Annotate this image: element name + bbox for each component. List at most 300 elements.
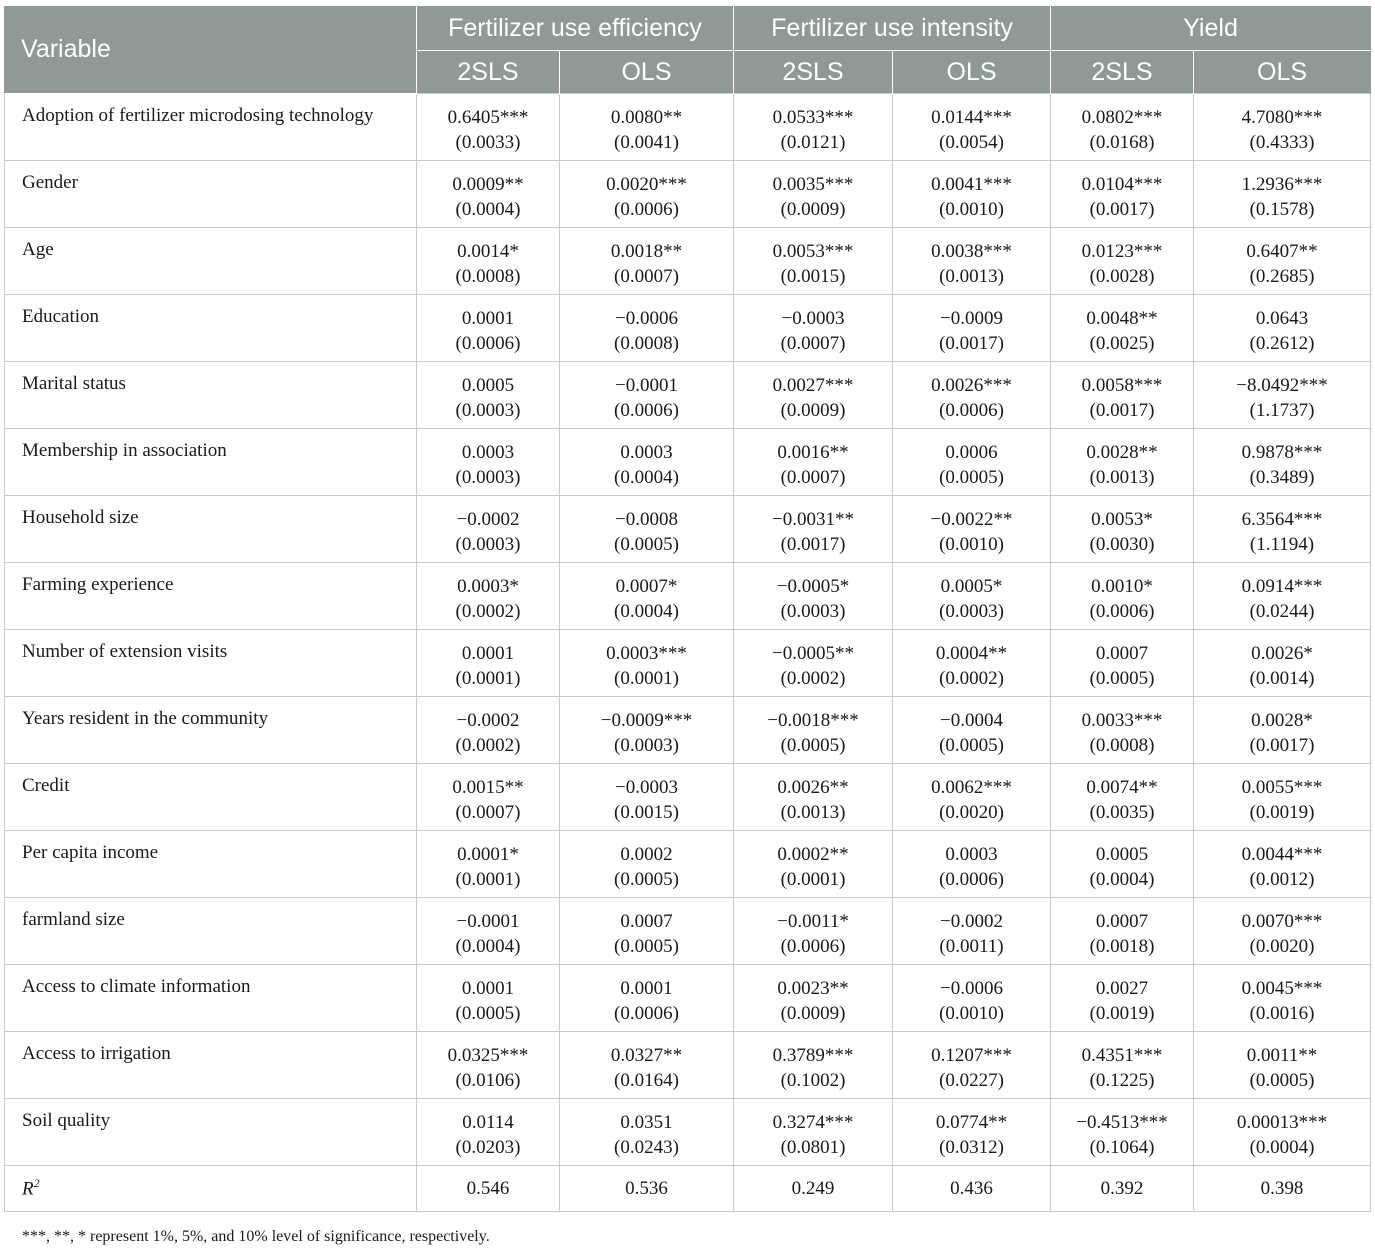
r-squared-exponent: 2 (33, 1176, 40, 1191)
r-squared-value: 0.546 (417, 1166, 560, 1212)
table-cell (734, 697, 893, 764)
coefficient: −0.0031** (772, 509, 854, 530)
standard-error: (0.0004) (614, 601, 679, 622)
table-cell (1051, 496, 1194, 563)
table-cell (560, 697, 734, 764)
coefficient: 0.1207*** (931, 1045, 1012, 1066)
coefficient: 0.6407** (1246, 241, 1318, 262)
coefficient: 0.3274*** (772, 1112, 854, 1133)
row-label: Adoption of fertilizer microdosing technology (5, 94, 417, 161)
coefficient: 0.0023** (777, 978, 849, 999)
coefficient: 0.0001 (461, 643, 515, 664)
row-label: Gender (5, 161, 417, 228)
table-cell (734, 362, 893, 429)
standard-error: (0.0006) (780, 936, 846, 957)
coefficient: −0.0003 (615, 777, 678, 798)
r-squared-value: 0.436 (893, 1166, 1051, 1212)
coefficient: −0.0018*** (767, 710, 859, 731)
table-cell (417, 965, 560, 1032)
table-cell (734, 1032, 893, 1099)
table-cell (1051, 362, 1194, 429)
standard-error: (0.0010) (939, 199, 1004, 220)
table-cell (417, 563, 560, 630)
standard-error: (0.0013) (1089, 467, 1155, 488)
standard-error: (0.0001) (455, 869, 521, 890)
table-cell (1194, 563, 1371, 630)
coefficient: 0.0007* (615, 576, 678, 597)
standard-error: (0.0011) (939, 936, 1004, 957)
standard-error: (0.0801) (780, 1137, 846, 1158)
coefficient: 0.0533*** (772, 107, 854, 128)
coefficient: 0.0005 (461, 375, 515, 396)
coefficient: 0.0327** (610, 1045, 683, 1066)
coefficient: 0.0802*** (1081, 107, 1163, 128)
standard-error: (0.0025) (1089, 333, 1155, 354)
standard-error: (0.0005) (939, 735, 1004, 756)
table-cell (1194, 764, 1371, 831)
table-cell (1051, 228, 1194, 295)
coefficient: −0.0001 (456, 911, 520, 932)
standard-error: (0.0005) (1249, 1070, 1315, 1091)
coefficient: 0.0007 (1095, 911, 1149, 932)
table-cell (417, 94, 560, 161)
table-cell (417, 1032, 560, 1099)
coefficient: −0.0011* (777, 911, 849, 932)
standard-error: (0.0008) (455, 266, 521, 287)
coefficient: 0.0010* (1091, 576, 1153, 597)
row-label: farmland size (5, 898, 417, 965)
standard-error: (0.0014) (1249, 668, 1315, 689)
table-cell (893, 429, 1051, 496)
row-label: Credit (5, 764, 417, 831)
coefficient: 0.0020*** (606, 174, 687, 195)
coefficient: −0.0008 (615, 509, 678, 530)
table-row (5, 563, 1371, 630)
coefficient: 0.0104*** (1081, 174, 1163, 195)
standard-error: (0.0004) (614, 467, 679, 488)
table-cell (560, 295, 734, 362)
standard-error: (0.0227) (939, 1070, 1004, 1091)
table-cell (893, 161, 1051, 228)
table-cell (417, 630, 560, 697)
coefficient: 0.0007 (620, 911, 673, 932)
standard-error: (0.0008) (614, 333, 679, 354)
coefficient: 0.0016** (777, 442, 849, 463)
standard-error: (0.0006) (614, 199, 679, 220)
coefficient: 0.0009** (452, 174, 524, 195)
table-cell (1194, 1032, 1371, 1099)
standard-error: (0.2612) (1249, 333, 1315, 354)
coefficient: 0.0070*** (1241, 911, 1323, 932)
header-group-efficiency: Fertilizer use efficiency (417, 6, 734, 51)
coefficient: 0.0028* (1251, 710, 1313, 731)
standard-error: (0.0203) (455, 1137, 521, 1158)
standard-error: (0.0017) (1089, 400, 1155, 421)
table-cell (893, 764, 1051, 831)
coefficient: 0.0014* (457, 241, 519, 262)
coefficient: 0.00013*** (1236, 1112, 1328, 1133)
row-label: Soil quality (5, 1099, 417, 1166)
coefficient: 0.0914*** (1241, 576, 1323, 597)
coefficient: 0.0044*** (1241, 844, 1323, 865)
table-cell (734, 563, 893, 630)
coefficient: 0.0080** (610, 107, 683, 128)
coefficient: 0.0351 (620, 1112, 673, 1133)
coefficient: 0.0026* (1251, 643, 1313, 664)
table-cell (1051, 764, 1194, 831)
table-cell (1194, 295, 1371, 362)
standard-error: (0.0004) (455, 199, 521, 220)
table-cell (734, 228, 893, 295)
table-cell (734, 496, 893, 563)
table-cell (560, 228, 734, 295)
coefficient: 0.0005 (1095, 844, 1149, 865)
standard-error: (0.2685) (1249, 266, 1315, 287)
r-squared-value: 0.536 (560, 1166, 734, 1212)
table-cell (1051, 630, 1194, 697)
table-cell (560, 161, 734, 228)
table-cell (1051, 965, 1194, 1032)
table-cell (417, 496, 560, 563)
table-cell (734, 965, 893, 1032)
header-subcol: 2SLS (1051, 51, 1194, 94)
table-cell (560, 429, 734, 496)
r-squared-value: 0.398 (1194, 1166, 1371, 1212)
table-cell (417, 161, 560, 228)
table-cell (1051, 831, 1194, 898)
standard-error: (0.1578) (1249, 199, 1315, 220)
coefficient: 0.0055*** (1241, 777, 1323, 798)
coefficient: −0.0009 (940, 308, 1003, 329)
table-cell (893, 228, 1051, 295)
coefficient: 0.3789*** (772, 1045, 854, 1066)
standard-error: (0.0009) (780, 400, 846, 421)
standard-error: (0.0312) (939, 1137, 1004, 1158)
standard-error: (0.0004) (1089, 869, 1155, 890)
coefficient: 0.0062*** (931, 777, 1012, 798)
table-cell (417, 295, 560, 362)
table-cell (734, 898, 893, 965)
coefficient: 0.0053*** (772, 241, 854, 262)
coefficient: −0.4513*** (1076, 1112, 1168, 1133)
header-subcol: 2SLS (734, 51, 893, 94)
coefficient: 0.0003 (620, 442, 673, 463)
standard-error: (0.0019) (1249, 802, 1315, 823)
coefficient: 0.0002** (777, 844, 849, 865)
standard-error: (0.0017) (1249, 735, 1315, 756)
standard-error: (0.0164) (614, 1070, 679, 1091)
header-variable: Variable (5, 6, 417, 94)
standard-error: (0.0030) (1089, 534, 1155, 555)
table-cell (1051, 295, 1194, 362)
table-cell (1051, 1032, 1194, 1099)
coefficient: 0.0011** (1246, 1045, 1318, 1066)
table-cell (893, 496, 1051, 563)
table-cell (734, 295, 893, 362)
standard-error: (0.0007) (614, 266, 679, 287)
standard-error: (0.0244) (1249, 601, 1315, 622)
coefficient: −0.0022** (930, 509, 1013, 530)
table-row (5, 94, 1371, 161)
row-label: Marital status (5, 362, 417, 429)
coefficient: 6.3564*** (1241, 509, 1323, 530)
standard-error: (0.0001) (780, 869, 846, 890)
row-label: Age (5, 228, 417, 295)
table-cell (560, 898, 734, 965)
header-subcol: OLS (560, 51, 734, 94)
standard-error: (0.0010) (939, 534, 1004, 555)
standard-error: (0.0003) (614, 735, 679, 756)
standard-error: (0.0020) (1249, 936, 1315, 957)
standard-error: (0.0017) (939, 333, 1004, 354)
standard-error: (0.0054) (939, 132, 1004, 153)
table-cell (1194, 965, 1371, 1032)
standard-error: (0.0017) (1089, 199, 1155, 220)
table-row (5, 1032, 1371, 1099)
table-cell (734, 429, 893, 496)
table-row (5, 228, 1371, 295)
standard-error: (0.0002) (939, 668, 1004, 689)
coefficient: −0.0005* (776, 576, 850, 597)
coefficient: 0.0004** (935, 643, 1008, 664)
table-row (5, 295, 1371, 362)
row-label: Membership in association (5, 429, 417, 496)
standard-error: (0.0015) (614, 802, 679, 823)
coefficient: 0.0038*** (931, 241, 1012, 262)
standard-error: (0.0019) (1089, 1003, 1155, 1024)
standard-error: (0.0002) (455, 601, 521, 622)
table-cell (734, 161, 893, 228)
standard-error: (0.0009) (780, 199, 846, 220)
coefficient: −0.0003 (781, 308, 845, 329)
coefficient: 0.0003 (461, 442, 515, 463)
table-cell (417, 697, 560, 764)
table-cell (560, 831, 734, 898)
header-subcol: OLS (893, 51, 1051, 94)
standard-error: (0.0017) (780, 534, 846, 555)
standard-error: (0.0028) (1089, 266, 1155, 287)
standard-error: (0.0003) (939, 601, 1004, 622)
r-squared-value: 0.392 (1051, 1166, 1194, 1212)
table-row (5, 831, 1371, 898)
standard-error: (0.0006) (939, 869, 1004, 890)
coefficient: 0.0033*** (1081, 710, 1163, 731)
r-squared-value: 0.249 (734, 1166, 893, 1212)
table-row (5, 1099, 1371, 1166)
coefficient: 0.4351*** (1081, 1045, 1163, 1066)
coefficient: −0.0001 (615, 375, 678, 396)
standard-error: (0.0001) (455, 668, 521, 689)
table-cell (734, 94, 893, 161)
standard-error: (0.0010) (939, 1003, 1004, 1024)
table-cell (1194, 831, 1371, 898)
standard-error: (0.1225) (1089, 1070, 1155, 1091)
standard-error: (0.0003) (455, 400, 521, 421)
coefficient: 0.0041*** (931, 174, 1012, 195)
table-cell (893, 94, 1051, 161)
standard-error: (0.0016) (1249, 1003, 1315, 1024)
standard-error: (0.0013) (939, 266, 1004, 287)
table-cell (1194, 898, 1371, 965)
coefficient: −0.0002 (940, 911, 1003, 932)
coefficient: 0.0035*** (772, 174, 854, 195)
coefficient: 0.0001* (457, 844, 519, 865)
table-row (5, 898, 1371, 965)
coefficient: 0.0007 (1095, 643, 1149, 664)
row-label: Household size (5, 496, 417, 563)
coefficient: 0.0325*** (447, 1045, 529, 1066)
table-cell (1194, 1099, 1371, 1166)
table-cell (1051, 898, 1194, 965)
coefficient: −0.0006 (940, 978, 1003, 999)
coefficient: 0.0027 (1095, 978, 1149, 999)
table-cell (417, 898, 560, 965)
header-group-yield: Yield (1051, 6, 1371, 51)
standard-error: (0.0020) (939, 802, 1004, 823)
standard-error: (0.0002) (455, 735, 521, 756)
row-label: Number of extension visits (5, 630, 417, 697)
coefficient: 0.0058*** (1081, 375, 1163, 396)
coefficient: 0.0026** (777, 777, 849, 798)
coefficient: 0.0003 (945, 844, 998, 865)
standard-error: (0.0033) (455, 132, 521, 153)
table-cell (560, 764, 734, 831)
header-subcol: 2SLS (417, 51, 560, 94)
table-cell (893, 362, 1051, 429)
table-cell (1194, 94, 1371, 161)
coefficient: 0.0001 (461, 308, 515, 329)
standard-error: (0.0006) (614, 1003, 679, 1024)
coefficient: 0.6405*** (447, 107, 529, 128)
standard-error: (0.0012) (1249, 869, 1315, 890)
table-row (5, 362, 1371, 429)
table-cell (893, 831, 1051, 898)
table-cell (417, 831, 560, 898)
standard-error: (0.0007) (780, 467, 846, 488)
table-cell (417, 429, 560, 496)
standard-error: (0.0005) (455, 1003, 521, 1024)
table-cell (893, 1032, 1051, 1099)
coefficient: 0.0018** (610, 241, 683, 262)
table-cell (1051, 1099, 1194, 1166)
table-row (5, 965, 1371, 1032)
standard-error: (1.1737) (1249, 400, 1315, 421)
standard-error: (0.0168) (1089, 132, 1155, 153)
table-row (5, 429, 1371, 496)
header-group-intensity: Fertilizer use intensity (734, 6, 1051, 51)
table-cell (893, 697, 1051, 764)
coefficient: 0.0026*** (931, 375, 1012, 396)
table-row (5, 697, 1371, 764)
standard-error: (0.0007) (455, 802, 521, 823)
row-label: Farming experience (5, 563, 417, 630)
standard-error: (0.0005) (939, 467, 1004, 488)
standard-error: (0.0008) (1089, 735, 1155, 756)
table-cell (560, 362, 734, 429)
table-cell (1051, 94, 1194, 161)
coefficient: 0.0003*** (606, 643, 687, 664)
coefficient: 1.2936*** (1241, 174, 1323, 195)
table-cell (734, 630, 893, 697)
table-row (5, 630, 1371, 697)
table-cell (893, 898, 1051, 965)
standard-error: (0.0018) (1089, 936, 1155, 957)
significance-note: ***, **, * represent 1%, 5%, and 10% level of significance, respectively. (22, 1228, 490, 1245)
coefficient: −0.0006 (615, 308, 678, 329)
table-cell (417, 362, 560, 429)
standard-error: (0.0006) (455, 333, 521, 354)
standard-error: (0.0007) (780, 333, 846, 354)
table-header (5, 6, 1371, 94)
coefficient: −0.0002 (456, 509, 520, 530)
table-cell (1194, 228, 1371, 295)
r-squared-label (5, 1166, 417, 1212)
coefficient: 0.0643 (1255, 308, 1309, 329)
r-squared-symbol: R (22, 1178, 34, 1200)
table-cell (893, 965, 1051, 1032)
table-cell (893, 563, 1051, 630)
standard-error: (0.0004) (1249, 1137, 1315, 1158)
standard-error: (0.3489) (1249, 467, 1315, 488)
standard-error: (0.0243) (614, 1137, 679, 1158)
coefficient: 0.0774** (935, 1112, 1008, 1133)
table-cell (1194, 362, 1371, 429)
table-cell (560, 1099, 734, 1166)
table-row (5, 764, 1371, 831)
coefficient: 0.0114 (462, 1112, 514, 1133)
table-cell (560, 965, 734, 1032)
table-cell (1051, 697, 1194, 764)
coefficient: 0.0123*** (1081, 241, 1163, 262)
table-cell (893, 1099, 1051, 1166)
table-cell (560, 1032, 734, 1099)
coefficient: 0.0002 (620, 844, 673, 865)
coefficient: −0.0005** (772, 643, 854, 664)
coefficient: 0.0144*** (931, 107, 1012, 128)
standard-error: (0.0005) (780, 735, 846, 756)
coefficient: 0.0001 (461, 978, 515, 999)
table-row (5, 496, 1371, 563)
table-cell (893, 295, 1051, 362)
standard-error: (0.0004) (455, 936, 521, 957)
table-cell (734, 1099, 893, 1166)
standard-error: (0.0015) (780, 266, 846, 287)
table-cell (893, 630, 1051, 697)
coefficient: 0.0015** (452, 777, 524, 798)
coefficient: 0.0005* (940, 576, 1003, 597)
standard-error: (0.0005) (614, 936, 679, 957)
coefficient: 0.0006 (945, 442, 998, 463)
table-cell (417, 228, 560, 295)
standard-error: (0.0006) (939, 400, 1004, 421)
r-squared-row (5, 1166, 1371, 1212)
header-subcol: OLS (1194, 51, 1371, 94)
standard-error: (0.1064) (1089, 1137, 1155, 1158)
coefficient: 0.0028** (1086, 442, 1158, 463)
standard-error: (0.0121) (780, 132, 846, 153)
standard-error: (0.0106) (455, 1070, 521, 1091)
coefficient: 0.0045*** (1241, 978, 1323, 999)
standard-error: (0.0001) (614, 668, 679, 689)
standard-error: (0.0035) (1089, 802, 1155, 823)
table-cell (1194, 161, 1371, 228)
coefficient: 0.9878*** (1241, 442, 1323, 463)
table-cell (560, 496, 734, 563)
table-row (5, 161, 1371, 228)
row-label: Per capita income (5, 831, 417, 898)
coefficient: −0.0002 (456, 710, 520, 731)
standard-error: (0.0005) (614, 534, 679, 555)
